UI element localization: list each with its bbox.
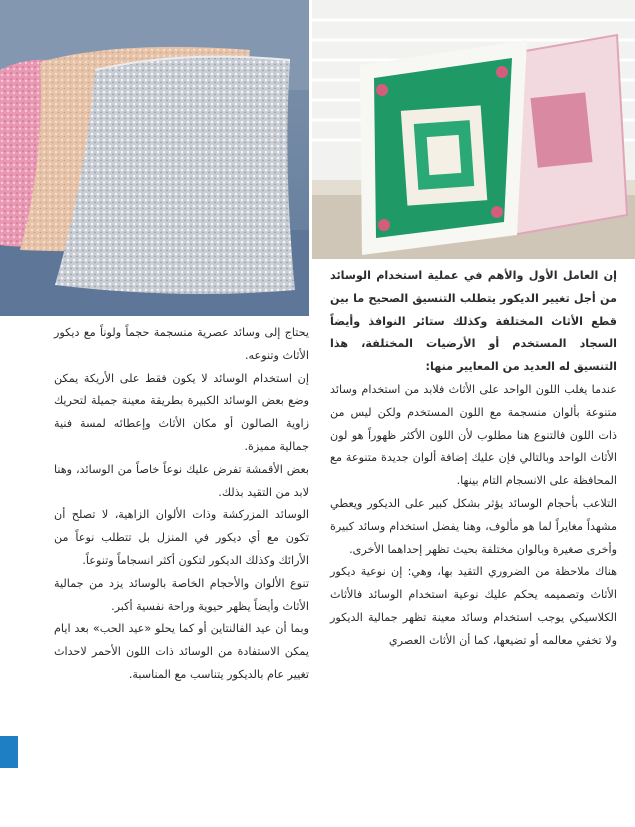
- article-paragraph: بعض الأقمشة تفرض عليك نوعاً خاصاً من الوسائد، وهنا لابد من التقيد بذلك.: [54, 462, 309, 499]
- article-intro: إن العامل الأول والأهم في عملية استخدام الوسائد من أجل تغيير الديكور يتطلب التنسيق الصحيح ما بين قطع الأثاث المختلفة وكذلك ستائر النوافذ وأيضاً السجاد المستخدم أو الأرضيات المختلفة، هذا التنسيق له العديد من المعايير منها:: [330, 269, 617, 374]
- embroidered-pillows-photo: [312, 0, 635, 259]
- article-paragraph: وبما أن عيد الفالنتاين أو كما يحلو «عيد الحب» بعد ايام يمكن الاستفادة من الوسائد ذات اللون الأحمر لاحداث تغيير عام بالديكور يتناسب مع المناسبة.: [54, 622, 309, 681]
- embroidered-pillows-illustration: [312, 0, 635, 259]
- article-paragraph: هناك ملاحظة من الضروري التقيد بها، وهي: إن نوعية ديكور الأثاث وتصميمه يحكم عليك نوعية استخدام الوسائد فالأثاث الكلاسيكي يوجب استخدام وسائد معينة تظهر جمالية الديكور ولا تخفي معالمه أو تضيعها، كما أن الأثاث العصري: [330, 565, 617, 647]
- article-right-column: [330, 265, 617, 653]
- sequin-pillows-illustration: [0, 0, 309, 316]
- article-paragraph: عندما يغلب اللون الواحد على الأثاث فلابد من استخدام وسائد متنوعة بألوان منسجمة مع اللون المستخدم ولكن ليس من ذات اللون فالتنوع هنا مطلوب لأن اللون الأكثر ظهوراً هو لون الأثاث الواحد وبالتالي فإن عليك إضافة ألوان جديدة متنوعة مع المحافظة على الانسجام التام بينها.: [330, 382, 617, 488]
- article-paragraph: يحتاج إلى وسائد عصرية منسجمة حجماً ولوناً مع ديكور الأثاث وتنوعه.: [54, 326, 309, 362]
- article-paragraph: إن استخدام الوسائد لا يكون فقط على الأريكة يمكن وضع بعض الوسائد الكبيرة بطريقة معينة جميلة لتحريك زاوية الصالون أو مكان الأثاث وإعطائه لمسة فنية جمالية مميزة.: [54, 371, 309, 453]
- article-paragraph: التلاعب بأحجام الوسائد يؤثر بشكل كبير على الديكور ويعطي مشهداً مغايراً لما هو مألوف، وهنا يفضل استخدام وسائد كبيرة وأخرى صغيرة وبالوان مختلفة بحيث تظهر إحداهما الأخرى.: [330, 496, 617, 556]
- sequin-pillows-photo: [0, 0, 309, 316]
- article-paragraph: الوسائد المزركشة وذات الألوان الزاهية، لا تصلح أن تكون مع أي ديكور في المنزل بل تتطلب نوعاً من الأرائك وكذلك الديكور لتكون أكثر انسجاماً وتنوعاً.: [54, 508, 309, 567]
- article-paragraph: تنوع الألوان والأحجام الخاصة بالوسائد يزد من جمالية الأثاث وأيضاً يظهر حيوية وراحة نفسية أكبر.: [54, 576, 309, 613]
- article-left-column: [54, 322, 309, 687]
- page-edge-marker: [0, 736, 18, 768]
